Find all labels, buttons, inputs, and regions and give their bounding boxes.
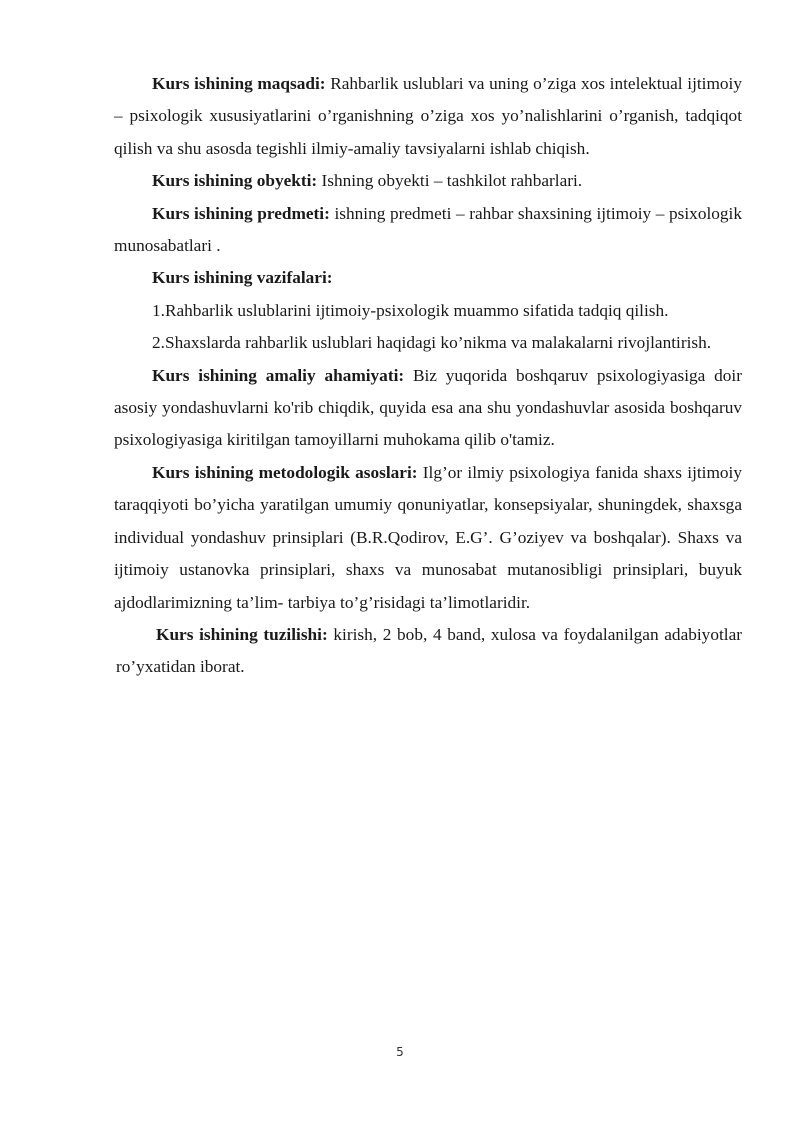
list-item-vazifa-1: 1.Rahbarlik uslublarini ijtimoiy-psixologik muammo sifatida tadqiq qilish. [152,300,669,320]
text-obyekt: Ishning obyekti – tashkilot rahbarlari. [317,171,583,191]
paragraph-obyekt [114,165,742,197]
heading-obyekt: Kurs ishining obyekti: [152,171,318,191]
heading-ahamiyat: Kurs ishining amaliy ahamiyati: [152,365,405,385]
text-maqsad: Rahbarlik uslublari va uning o’ziga xos intelektual ijtimoiy – psixologik xususiyatlarini o’rganishning o’ziga xos yo’nalishlarini o’rganish, tadqiqot qilish va shu asosda tegishli ilmiy-amaliy tavsiyalarni ishlab chiqish. [114,74,742,158]
heading-maqsad: Kurs ishining maqsadi: [152,74,326,93]
heading-tuzilish: Kurs ishining tuzilishi: [156,624,328,644]
heading-metodologiya: Kurs ishining metodologik asoslari: [152,462,418,482]
heading-vazifalar: Kurs ishining vazifalari: [152,268,333,288]
text-ahamiyat: Biz yuqorida boshqaruv psixologiyasiga doir asosiy yondashuvlarni ko'rib chiqdik, quyida esa ana shu yondashuvlar asosida boshqaruv psixologiyasiga kiritilgan tamoyillarni muhokama qilib o'tamiz. [114,365,742,450]
heading-predmet: Kurs ishining predmeti: [152,203,330,223]
paragraph-tuzilish [114,619,742,684]
paragraph-metodologiya [114,457,742,619]
document-body [114,68,742,684]
text-metodologiya: Ilg’or ilmiy psixologiya fanida shaxs ijtimoiy taraqqiyoti bo’yicha yaratilgan umumiy qonuniyatlar, konsepsiyalar, shuningdek, shaxsga individual yondashuv prinsiplari (B.R.Qodirov, E.G’. G’oziyev va boshqalar). Shaxs va ijtimoiy ustanovka prinsiplari, shaxs va munosabat mutanosibligi prinsiplari, buyuk ajdodlarimizning ta’lim- tarbiya to’g’risidagi ta’limotlaridir. [114,462,742,612]
list-item-vazifa-2: 2.Shaxslarda rahbarlik uslublari haqidagi ko’nikma va malakalarni rivojlantirish. [152,333,712,353]
paragraph-vazifalar-heading [114,262,742,294]
text-predmet: ishning predmeti – rahbar shaxsining ijtimoiy – psixologik munosabatlari . [114,203,742,256]
paragraph-maqsad [114,68,742,165]
paragraph-ahamiyat [114,360,742,457]
paragraph-predmet [114,198,742,263]
page-number: 5 [396,1045,404,1059]
text-tuzilish: kirish, 2 bob, 4 band, xulosa va foydalanilgan adabiyotlar ro’yxatidan iborat. [116,624,742,677]
